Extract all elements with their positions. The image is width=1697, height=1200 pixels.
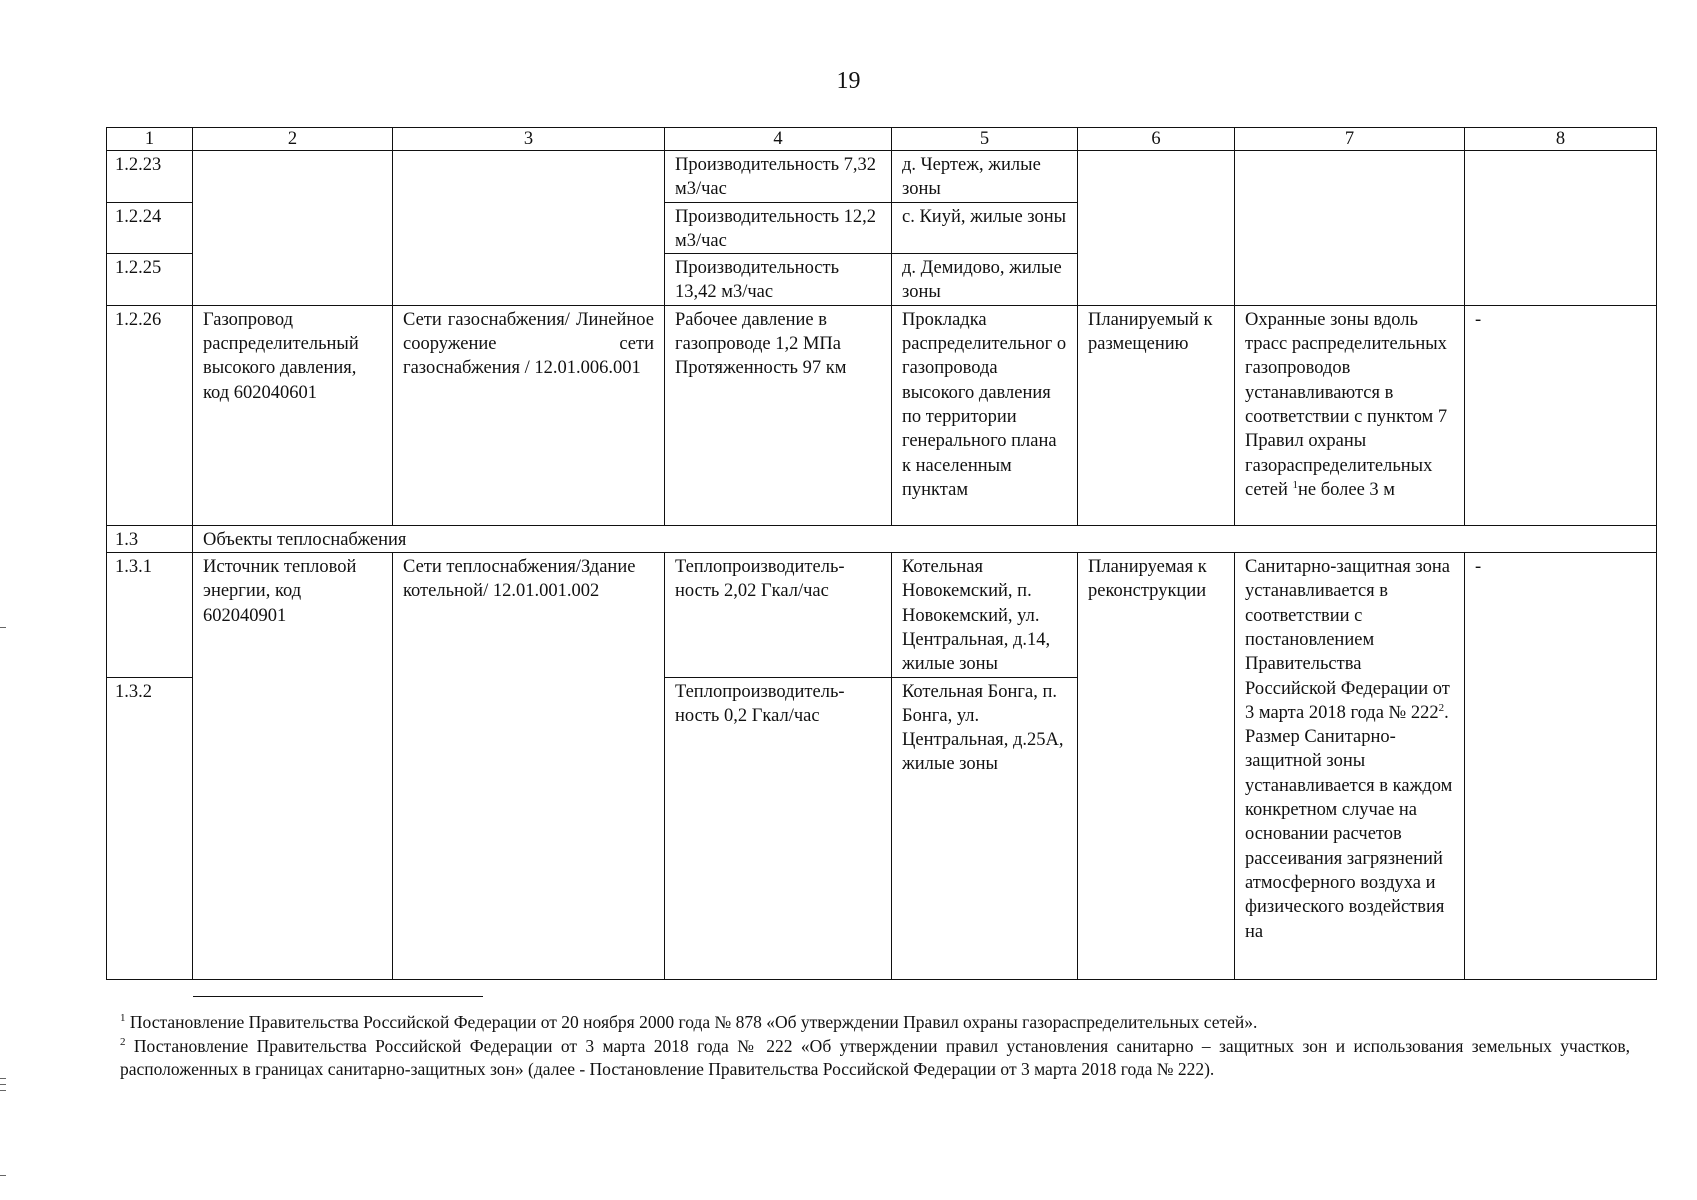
cell-empty [1078, 151, 1235, 306]
object-name-cell: Газопровод распределительный высокого давления, код 602040601 [193, 305, 393, 525]
table-row [107, 151, 1657, 203]
row-number: 1.2.24 [107, 202, 193, 254]
capacity-cell: Производительность 7,32 м3/час [665, 151, 892, 203]
row-number: 1.3 [107, 525, 193, 552]
footnote-ref: 2 [1438, 701, 1445, 714]
location-cell: д. Демидово, жилые зоны [892, 254, 1078, 306]
margin-mark [0, 1078, 6, 1079]
cell-empty [193, 151, 393, 306]
row-number: 1.3.2 [107, 677, 193, 979]
footnote-separator [193, 996, 483, 997]
zone-text: не более 3 м [1297, 479, 1396, 500]
column-header: 4 [665, 128, 892, 151]
page-number: 19 [836, 68, 861, 94]
cell-empty [1465, 151, 1657, 306]
footnote-mark: 2 [120, 1035, 126, 1048]
footnote-mark: 1 [120, 1012, 126, 1025]
status-cell: Планируемый к размещению [1078, 305, 1235, 525]
location-cell: Котельная Новокемский, п. Новокемский, ул. Центральная, д.14, жилые зоны [892, 553, 1078, 677]
zone-text: Санитарно-защитная зона устанавливается в соответствии с постановлением Правительства Российской Федерации от 3 марта 2018 года № 222 [1245, 557, 1450, 723]
column-header: 5 [892, 128, 1078, 151]
section-title: Объекты теплоснабжения [193, 525, 1657, 552]
note-cell: - [1465, 553, 1657, 979]
capacity-cell: Производительность 13,42 м3/час [665, 254, 892, 306]
location-cell: Котельная Бонга, п. Бонга, ул. Центральная, д.25А, жилые зоны [892, 677, 1078, 979]
row-number: 1.2.23 [107, 151, 193, 203]
planning-objects-table [106, 127, 1657, 980]
column-header: 1 [107, 128, 193, 151]
zone-text: . [1444, 702, 1449, 723]
characteristics-cell: Теплопроизводитель-ность 2,02 Гкал/час [665, 553, 892, 677]
characteristics-line: Протяженность 97 км [675, 358, 847, 379]
location-cell: с. Киуй, жилые зоны [892, 202, 1078, 254]
zone-paragraph: Размер Санитарно-защитной зоны устанавливается в каждом конкретном случае на основании расчетов рассеивания загрязнений атмосферного воздуха и физического воздействия на [1245, 727, 1453, 942]
zone-text: Охранные зоны вдоль трасс распределительных газопроводов устанавливаются в соответствии с пунктом 7 Правил охраны газораспределительных сетей [1245, 309, 1448, 500]
table-header-row [107, 128, 1657, 151]
column-header: 7 [1235, 128, 1465, 151]
footnote-text: Постановление Правительства Российской Федерации от 20 ноября 2000 года № 878 «Об утверждении Правил охраны газораспределительных сетей». [125, 1012, 1258, 1032]
table-row [107, 553, 1657, 677]
row-number: 1.2.26 [107, 305, 193, 525]
cell-empty [1235, 151, 1465, 306]
zone-paragraph [1245, 555, 1454, 725]
margin-mark [0, 1084, 6, 1085]
characteristics-line: Рабочее давление в газопроводе 1,2 МПа [675, 309, 841, 355]
footnote-1 [120, 1011, 1630, 1035]
footnote-text: Постановление Правительства Российской Федерации от 3 марта 2018 года № 222 «Об утверждении правил установления санитарно – защитных зон и использования земельных участков, расположенных в границах санитарно-защитных зон» (далее - Постановление Правительства Российской Федерации от 3 марта 2018 года № 222). [120, 1035, 1630, 1079]
object-name-cell: Источник тепловой энергии, код 602040901 [193, 553, 393, 979]
column-header: 2 [193, 128, 393, 151]
footnote-2 [120, 1035, 1630, 1082]
zone-cell [1235, 305, 1465, 525]
margin-mark [0, 627, 6, 628]
characteristics-cell: Теплопроизводитель-ность 0,2 Гкал/час [665, 677, 892, 979]
capacity-cell: Производительность 12,2 м3/час [665, 202, 892, 254]
column-header: 3 [393, 128, 665, 151]
column-header: 6 [1078, 128, 1235, 151]
table-row [107, 305, 1657, 525]
margin-mark [0, 1090, 6, 1091]
location-cell: Прокладка распределительног о газопровода высокого давления по территории генерального плана к населенным пунктам [892, 305, 1078, 525]
object-type-cell: Сети теплоснабжения/Здание котельной/ 12.01.001.002 [393, 553, 665, 979]
margin-mark [0, 1175, 6, 1176]
footnote-ref: 1 [1292, 478, 1298, 491]
characteristics-cell [665, 305, 892, 525]
note-cell: - [1465, 305, 1657, 525]
object-type-cell: Сети газоснабжения/ Линейное сооружение сети газоснабжения / 12.01.006.001 [393, 305, 665, 525]
section-row [107, 525, 1657, 552]
row-number: 1.2.25 [107, 254, 193, 306]
zone-cell [1235, 553, 1465, 979]
location-cell: д. Чертеж, жилые зоны [892, 151, 1078, 203]
row-number: 1.3.1 [107, 553, 193, 677]
column-header: 8 [1465, 128, 1657, 151]
footnotes [120, 1011, 1630, 1082]
cell-empty [393, 151, 665, 306]
status-cell: Планируемая к реконструкции [1078, 553, 1235, 979]
